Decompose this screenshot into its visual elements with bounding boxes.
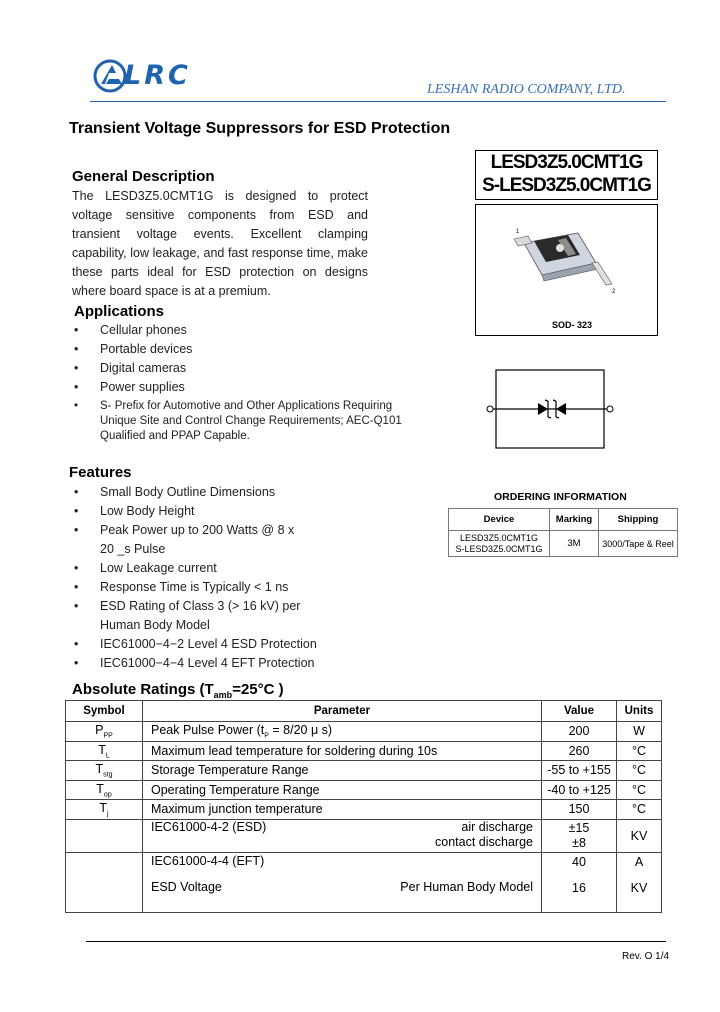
list-item: • Peak Power up to 200 Watts @ 8 x 20 _s Pulse <box>74 521 300 559</box>
pin1-label: 1 <box>516 229 520 235</box>
ordering-table <box>448 508 678 557</box>
general-heading: General Description <box>72 168 215 185</box>
ratings-header: Value <box>542 701 617 722</box>
unit-cell: °C <box>617 800 662 820</box>
ratings-heading-main: Absolute Ratings (T <box>72 681 214 698</box>
list-item: • Low Leakage current <box>74 559 364 578</box>
eft-unit: A <box>634 854 644 869</box>
table-row <box>66 852 662 912</box>
esd-voltage-label: ESD Voltage <box>151 879 222 894</box>
value-cell <box>542 852 617 912</box>
marking-cell: 3M <box>550 531 599 557</box>
unit-cell <box>617 852 662 912</box>
package-label: SOD- 323 <box>552 320 593 330</box>
ratings-header: Units <box>617 701 662 722</box>
applications-list <box>74 321 424 444</box>
ratings-heading-tail: =25°C ) <box>232 681 284 698</box>
value-cell: 260 <box>542 741 617 761</box>
value-cell <box>542 819 617 852</box>
parameter-cell: Maximum junction temperature <box>143 800 542 820</box>
sod323-package-drawing <box>476 205 657 335</box>
contact-discharge-label: contact discharge <box>435 834 533 849</box>
unit-cell: KV <box>617 819 662 852</box>
list-item: • Response Time is Typically < 1 ns <box>74 578 364 597</box>
features-heading: Features <box>69 464 132 481</box>
ratings-heading <box>72 681 284 700</box>
table-row <box>66 800 662 820</box>
unit-cell: W <box>617 722 662 742</box>
list-item: • Cellular phones <box>74 321 424 340</box>
bidirectional-tvs-schematic <box>482 368 616 450</box>
value-cell: 150 <box>542 800 617 820</box>
symbol-cell: $T_{stg}$ <box>66 761 143 781</box>
features-list <box>74 483 364 673</box>
ordering-header: Marking <box>550 509 599 531</box>
parameter-cell: Peak Pulse Power ($t_P = 8/20$ μ s) <box>143 722 542 742</box>
footer-rule <box>86 941 666 942</box>
package-figure <box>475 204 658 336</box>
list-item: • S- Prefix for Automotive and Other Applications Requiring Unique Site and Control Change Requirements; AEC-Q101 Qualified and PPAP Capable. <box>74 399 424 444</box>
pin2-label: 2 <box>612 289 616 295</box>
logo-text: LRC <box>124 60 191 91</box>
revision-label: Rev. O 1/4 <box>622 951 670 962</box>
list-item: • IEC61000−4−2 Level 4 ESD Protection <box>74 635 364 654</box>
part-number-box <box>475 150 658 200</box>
page-title: Transient Voltage Suppressors for ESD Protection <box>69 120 451 137</box>
ordering-device-cell <box>449 531 550 557</box>
list-item: • Power supplies <box>74 378 424 397</box>
hbm-value: 16 <box>572 880 586 895</box>
eft-value: 40 <box>572 854 586 869</box>
table-row <box>66 722 662 742</box>
table-row <box>66 780 662 800</box>
device-name: S-LESD3Z5.0CMT1G <box>455 543 543 554</box>
company-name: LESHAN RADIO COMPANY, LTD. <box>427 82 626 97</box>
parameter-cell: Operating Temperature Range <box>143 780 542 800</box>
value-cell: -40 to +125 <box>542 780 617 800</box>
part-number: LESD3Z5.0CMT1G <box>490 152 643 173</box>
list-item: • IEC61000−4−4 Level 4 EFT Protection <box>74 654 364 673</box>
ordering-heading: ORDERING INFORMATION <box>494 491 627 503</box>
symbol-cell: $T_L$ <box>66 741 143 761</box>
ratings-table <box>65 700 662 913</box>
discharge-labels <box>435 820 533 850</box>
general-text: The LESD3Z5.0CMT1G is designed to protect voltage sensitive components from ESD and transient voltage events. Excellent clamping capability, low leakage, and fast response time, make these parts ideal for ESD protection on designs where board space is at a premium. <box>72 189 368 298</box>
unit-cell: °C <box>617 761 662 781</box>
list-item: • Digital cameras <box>74 359 424 378</box>
ratings-header: Symbol <box>66 701 143 722</box>
ratings-header: Parameter <box>143 701 542 722</box>
hbm-unit: KV <box>630 880 648 895</box>
device-name: LESD3Z5.0CMT1G <box>459 532 539 543</box>
air-discharge-label: air discharge <box>461 819 533 834</box>
hbm-label: Per Human Body Model <box>400 879 533 894</box>
symbol-cell <box>66 819 143 852</box>
table-row <box>66 819 662 852</box>
value-cell: -55 to +155 <box>542 761 617 781</box>
list-item: • Small Body Outline Dimensions <box>74 483 364 502</box>
ratings-heading-sub: amb <box>213 690 233 700</box>
value-cell: 200 <box>542 722 617 742</box>
parameter-cell: Maximum lead temperature for soldering during 10s <box>143 741 542 761</box>
table-row <box>66 761 662 781</box>
applications-heading: Applications <box>74 303 165 320</box>
table-row <box>66 741 662 761</box>
contact-discharge-value: ±8 <box>572 835 586 850</box>
parameter-cell <box>143 819 542 852</box>
parameter-cell: Storage Temperature Range <box>143 761 542 781</box>
air-discharge-value: ±15 <box>568 820 590 835</box>
list-item: • Portable devices <box>74 340 424 359</box>
ordering-header: Device <box>449 509 550 531</box>
symbol-cell: $P_{PP}$ <box>66 722 143 742</box>
shipping-cell: 3000/Tape & Reel <box>599 531 678 557</box>
part-number: S-LESD3Z5.0CMT1G <box>482 175 651 196</box>
ordering-header: Shipping <box>599 509 678 531</box>
symbol-cell <box>66 852 143 912</box>
iec-eft-label: IEC61000-4-4 (EFT) <box>151 853 265 868</box>
iec-esd-label: IEC61000-4-2 (ESD) <box>151 819 267 834</box>
unit-cell: °C <box>617 780 662 800</box>
symbol-cell: $T_{op}$ <box>66 780 143 800</box>
symbol-cell: $T_j$ <box>66 800 143 820</box>
list-item: • ESD Rating of Class 3 (> 16 kV) per Human Body Model <box>74 597 340 635</box>
parameter-cell <box>143 852 542 912</box>
list-item: • Low Body Height <box>74 502 364 521</box>
unit-cell: °C <box>617 741 662 761</box>
header-rule <box>90 101 666 102</box>
